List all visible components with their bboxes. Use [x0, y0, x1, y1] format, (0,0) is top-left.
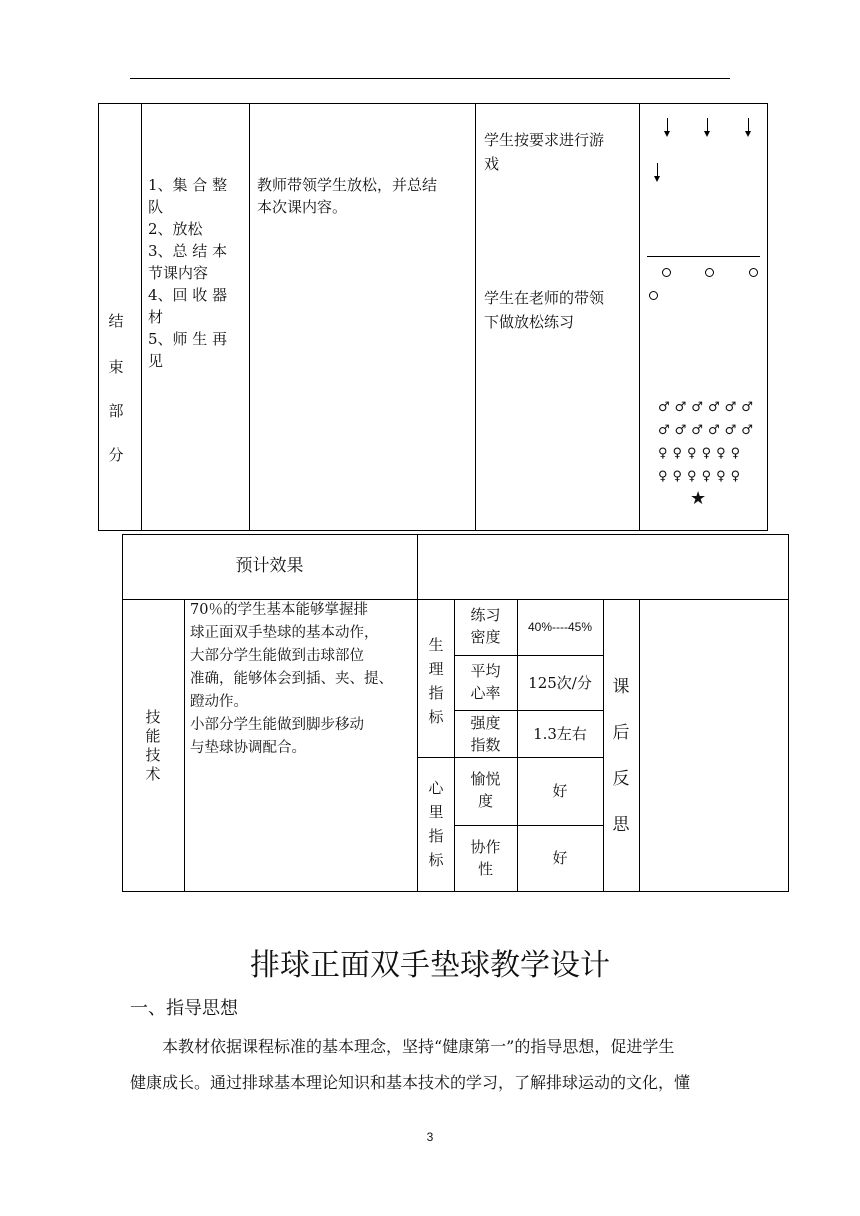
- content-line: 材: [148, 308, 164, 326]
- label-char: 生: [428, 636, 444, 654]
- label-char: 心: [428, 779, 444, 797]
- teacher-line: 本次课内容。: [257, 198, 348, 216]
- desc-line: 70％的学生基本能够掌握排: [190, 602, 368, 618]
- student-activity-top: [484, 128, 636, 176]
- male-students-row: ♂♂♂♂♂♂: [658, 400, 758, 415]
- student-line: 学生在老师的带领: [484, 289, 605, 307]
- skill-label: [142, 708, 164, 784]
- teacher-activity: [257, 174, 472, 218]
- desc-line: 蹬动作。: [190, 694, 248, 710]
- circle-marker-icon: [749, 268, 758, 277]
- metric-name-line: 强度: [470, 714, 501, 732]
- content-line: 3、总 结 本: [148, 242, 228, 260]
- label-char: 能: [145, 727, 161, 745]
- table-divider: [603, 599, 604, 892]
- circle-marker-icon: [649, 291, 658, 300]
- student-line: 戏: [484, 155, 500, 173]
- content-line: 2、放松: [148, 220, 203, 238]
- desc-line: 小部分学生能做到脚步移动: [190, 717, 364, 733]
- table-divider: [184, 599, 185, 892]
- table-divider: [417, 757, 603, 758]
- label-char: 课: [612, 677, 630, 697]
- label-char: 结: [108, 312, 124, 330]
- label-char: 标: [428, 851, 444, 869]
- metric-name-line: 协作: [470, 838, 501, 856]
- metric-name: [454, 768, 517, 812]
- metric-name-line: 性: [477, 860, 493, 878]
- arrow-down-icon: [702, 118, 714, 138]
- paragraph-line: 健康成长。通过排球基本理论知识和基本技术的学习，了解排球运动的文化，懂: [130, 1073, 691, 1092]
- table-divider: [454, 825, 603, 826]
- label-char: 技: [145, 746, 161, 764]
- student-activity-bottom: [484, 286, 636, 334]
- content-line: 队: [148, 198, 164, 216]
- content-line: 节课内容: [148, 264, 209, 282]
- content-line: 4、回 收 器: [148, 286, 228, 304]
- desc-line: 大部分学生能做到击球部位: [190, 648, 364, 664]
- metric-name: [454, 836, 517, 880]
- metric-name-line: 平均: [470, 662, 501, 680]
- teacher-line: 教师带领学生放松，并总结: [257, 176, 438, 194]
- desc-line: 与垫球协调配合。: [190, 740, 306, 756]
- field-line: [647, 256, 760, 257]
- label-char: 分: [108, 446, 124, 464]
- page-number: 3: [426, 1130, 434, 1144]
- circle-marker-icon: [662, 268, 671, 277]
- table-divider: [639, 103, 640, 531]
- desc-line: 球正面双手垫球的基本动作，: [190, 625, 379, 641]
- physio-label: [424, 633, 448, 729]
- reflection-label: [605, 664, 637, 848]
- male-students-row: ♂♂♂♂♂♂: [658, 423, 758, 438]
- skill-description: [190, 599, 415, 760]
- label-char: 技: [145, 708, 161, 726]
- label-char: 部: [108, 402, 124, 420]
- metric-name: [454, 660, 517, 704]
- table-divider: [141, 103, 142, 531]
- student-line: 下做放松练习: [484, 313, 575, 331]
- effect-header: 预计效果: [235, 556, 304, 576]
- label-char: 术: [145, 765, 161, 783]
- arrow-down-icon: [743, 118, 755, 138]
- label-char: 束: [108, 358, 124, 376]
- metric-value: 好: [552, 782, 568, 800]
- metric-name-line: 指数: [470, 736, 501, 754]
- female-students-row: ♀♀♀♀♀♀: [658, 446, 746, 461]
- section-heading: 一、指导思想: [130, 998, 238, 1019]
- metric-name-line: 度: [477, 792, 493, 810]
- metric-name-line: 密度: [470, 628, 501, 646]
- paragraph-line: 本教材依据课程标准的基本理念，坚持“健康第一”的指导思想，促进学生: [162, 1037, 675, 1056]
- metric-value: 125次/分: [528, 674, 592, 692]
- table-divider: [454, 710, 603, 711]
- label-char: 思: [612, 815, 630, 835]
- psych-label: [424, 776, 448, 872]
- label-char: 里: [428, 803, 444, 821]
- content-line: 5、师 生 再: [148, 330, 228, 348]
- female-students-row: ♀♀♀♀♀♀: [658, 469, 746, 484]
- content-line: 见: [148, 352, 164, 370]
- metric-value: 40%----45%: [527, 620, 593, 634]
- table-divider: [639, 599, 640, 892]
- table-divider: [249, 103, 250, 531]
- label-char: 理: [428, 660, 444, 678]
- student-line: 学生按要求进行游: [484, 131, 605, 149]
- label-char: 后: [612, 723, 630, 743]
- table-divider: [454, 655, 603, 656]
- label-char: 指: [428, 684, 444, 702]
- metric-value: 好: [552, 849, 568, 867]
- metric-name-line: 练习: [470, 606, 501, 624]
- document-title: 排球正面双手垫球教学设计: [250, 948, 610, 983]
- header-rule: [130, 78, 730, 79]
- metric-name: [454, 604, 517, 648]
- arrow-down-icon: [652, 163, 664, 183]
- metric-name: [454, 712, 517, 756]
- label-char: 指: [428, 827, 444, 845]
- label-char: 反: [612, 769, 630, 789]
- table-divider: [417, 534, 418, 892]
- metric-value: 1.3左右: [533, 725, 587, 743]
- arrow-down-icon: [662, 118, 674, 138]
- content-line: 1、集 合 整: [148, 176, 228, 194]
- teacher-star-icon: ★: [690, 488, 707, 509]
- metric-name-line: 心率: [470, 684, 501, 702]
- circle-marker-icon: [705, 268, 714, 277]
- metric-name-line: 愉悦: [470, 770, 501, 788]
- table-divider: [475, 103, 476, 531]
- content-list: [148, 174, 246, 372]
- desc-line: 准确，能够体会到插、夹、提、: [190, 671, 393, 687]
- label-char: 标: [428, 708, 444, 726]
